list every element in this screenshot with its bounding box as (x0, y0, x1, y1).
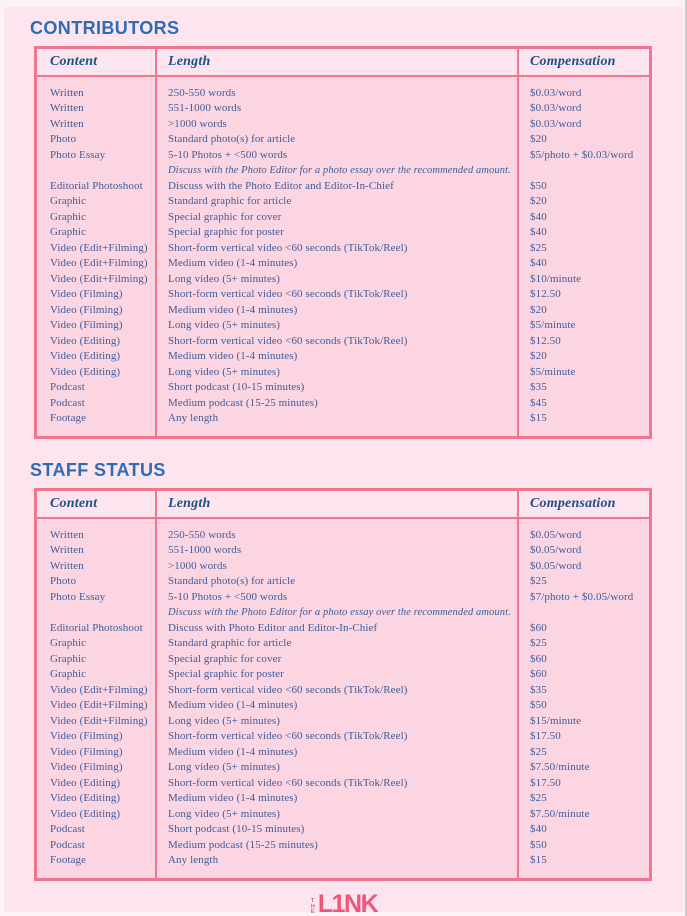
cell-compensation: $25 (530, 241, 547, 254)
column-header-content: Content (50, 54, 98, 69)
table-row (37, 116, 649, 132)
cell-compensation: $0.05/word (530, 559, 582, 572)
table-row (37, 380, 649, 396)
cell-length: Short-form vertical video <60 seconds (TikTok/Reel) (168, 288, 408, 301)
cell-length: Special graphic for cover (168, 652, 282, 665)
cell-content: Podcast (50, 823, 85, 836)
cell-length: Long video (5+ minutes) (168, 272, 281, 285)
cell-content: Video (Filming) (50, 745, 123, 758)
cell-content: Video (Edit+Filming) (50, 257, 148, 270)
cell-length: Standard photo(s) for article (168, 133, 296, 146)
cell-compensation: $50 (530, 838, 547, 851)
table-row (37, 760, 649, 776)
cell-compensation: $15 (530, 412, 547, 425)
cell-length: Short-form vertical video <60 seconds (TikTok/Reel) (168, 730, 408, 743)
cell-compensation: $60 (530, 652, 547, 665)
table-row (37, 349, 649, 365)
cell-compensation: $12.50 (530, 334, 561, 347)
table-row (37, 651, 649, 667)
cell-length: Standard graphic for article (168, 195, 292, 208)
cell-content: Graphic (50, 668, 87, 681)
table-row (37, 543, 649, 559)
table-row (37, 775, 649, 791)
column-separator (155, 49, 157, 436)
cell-length: Standard photo(s) for article (168, 575, 296, 588)
cell-compensation: $40 (530, 257, 547, 270)
column-separator (517, 491, 519, 878)
cell-compensation: $40 (530, 823, 547, 836)
cell-length: Medium video (1-4 minutes) (168, 350, 298, 363)
cell-content: Written (50, 559, 84, 572)
cell-length: Discuss with the Photo Editor and Editor-In-Chief (168, 179, 394, 192)
cell-compensation: $25 (530, 792, 547, 805)
cell-compensation: $50 (530, 699, 547, 712)
cell-length: 551-1000 words (168, 102, 242, 115)
cell-length: Short-form vertical video <60 seconds (TikTok/Reel) (168, 683, 408, 696)
table-row (37, 729, 649, 745)
table-row (37, 240, 649, 256)
table-row (37, 589, 649, 605)
table-row (37, 713, 649, 729)
cell-content: Graphic (50, 195, 87, 208)
table-body (37, 519, 649, 878)
cell-length: 250-550 words (168, 528, 236, 541)
table-row (37, 682, 649, 698)
cell-compensation: $17.50 (530, 776, 561, 789)
cell-length: Standard graphic for article (168, 637, 292, 650)
cell-compensation: $40 (530, 226, 547, 239)
cell-content: Editorial Photoshoot (50, 179, 143, 192)
table-row (37, 333, 649, 349)
cell-compensation: $50 (530, 179, 547, 192)
cell-content: Video (Edit+Filming) (50, 714, 148, 727)
cell-length: Short-form vertical video <60 seconds (TikTok/Reel) (168, 241, 408, 254)
table-row (37, 411, 649, 427)
cell-compensation: $40 (530, 210, 547, 223)
cell-content: Graphic (50, 226, 87, 239)
table-row (37, 837, 649, 853)
column-header-content: Content (50, 496, 98, 511)
table-row (37, 318, 649, 334)
cell-content: Video (Filming) (50, 319, 123, 332)
cell-content: Editorial Photoshoot (50, 621, 143, 634)
cell-length: Medium video (1-4 minutes) (168, 792, 298, 805)
cell-compensation: $20 (530, 195, 547, 208)
cell-length: Special graphic for poster (168, 226, 284, 239)
cell-length: Medium video (1-4 minutes) (168, 257, 298, 270)
cell-compensation: $7/photo + $0.05/word (530, 590, 634, 603)
cell-length: >1000 words (168, 559, 227, 572)
cell-content: Written (50, 86, 84, 99)
table-row (37, 620, 649, 636)
cell-compensation: $25 (530, 637, 547, 650)
cell-content: Video (Edit+Filming) (50, 241, 148, 254)
cell-length: Medium video (1-4 minutes) (168, 303, 298, 316)
cell-compensation: $5/minute (530, 365, 576, 378)
cell-content: Podcast (50, 381, 85, 394)
column-header-compensation: Compensation (530, 54, 616, 69)
table-row (37, 209, 649, 225)
cell-length: Special graphic for poster (168, 668, 284, 681)
cell-content: Video (Filming) (50, 303, 123, 316)
table-row (37, 698, 649, 714)
cell-content: Video (Edit+Filming) (50, 272, 148, 285)
table-row (37, 806, 649, 822)
cell-compensation: $7.50/minute (530, 761, 590, 774)
cell-content: Podcast (50, 838, 85, 851)
contributors-section-title: CONTRIBUTORS (30, 18, 180, 38)
cell-compensation: $0.05/word (530, 528, 582, 541)
cell-length: Long video (5+ minutes) (168, 807, 281, 820)
logo-main-text: L1NK (317, 890, 378, 916)
cell-content: Video (Filming) (50, 761, 123, 774)
cell-compensation: $20 (530, 350, 547, 363)
table-row (37, 256, 649, 272)
cell-compensation: $20 (530, 303, 547, 316)
table-row (37, 395, 649, 411)
cell-length: Discuss with the Photo Editor for a photo essay over the recommended amount. (168, 606, 511, 618)
cell-length: Special graphic for cover (168, 210, 282, 223)
column-header-length: Length (168, 54, 211, 69)
cell-compensation: $60 (530, 621, 547, 634)
table-row (37, 744, 649, 760)
cell-content: Written (50, 544, 84, 557)
cell-content: Video (Editing) (50, 792, 121, 805)
table-row (37, 132, 649, 148)
column-separator (517, 49, 519, 436)
cell-length: Long video (5+ minutes) (168, 365, 281, 378)
table-row (37, 853, 649, 869)
cell-length: Any length (168, 854, 219, 867)
cell-content: Photo Essay (50, 590, 106, 603)
table-row (37, 225, 649, 241)
cell-compensation: $0.05/word (530, 544, 582, 557)
table-header-row (37, 49, 649, 77)
cell-content: Video (Edit+Filming) (50, 683, 148, 696)
cell-compensation: $60 (530, 668, 547, 681)
cell-compensation: $25 (530, 745, 547, 758)
staff-status-section-title: STAFF STATUS (30, 460, 166, 480)
cell-content: Graphic (50, 210, 87, 223)
table-body (37, 77, 649, 436)
contributors-table (34, 46, 652, 439)
staff-status-table (34, 488, 652, 881)
table-row (37, 147, 649, 163)
table-row (37, 636, 649, 652)
cell-compensation: $10/minute (530, 272, 582, 285)
table-row (37, 101, 649, 117)
cell-compensation: $35 (530, 683, 547, 696)
cell-content: Video (Filming) (50, 730, 123, 743)
cell-length: Long video (5+ minutes) (168, 761, 281, 774)
cell-length: Discuss with the Photo Editor for a photo essay over the recommended amount. (168, 164, 511, 176)
cell-content: Photo (50, 133, 77, 146)
cell-length: Any length (168, 412, 219, 425)
cell-length: Short podcast (10-15 minutes) (168, 823, 305, 836)
cell-length: Long video (5+ minutes) (168, 319, 281, 332)
cell-content: Photo (50, 575, 77, 588)
cell-compensation: $0.03/word (530, 117, 582, 130)
cell-content: Written (50, 117, 84, 130)
cell-length: Discuss with Photo Editor and Editor-In-Chief (168, 621, 378, 634)
cell-length: 5-10 Photos + <500 words (168, 590, 288, 603)
cell-compensation: $7.50/minute (530, 807, 590, 820)
cell-compensation: $17.50 (530, 730, 561, 743)
table-row (37, 85, 649, 101)
logo-the-text: THE (310, 897, 315, 916)
column-separator (155, 491, 157, 878)
cell-length: 5-10 Photos + <500 words (168, 148, 288, 161)
table-header-row (37, 491, 649, 519)
cell-compensation: $20 (530, 133, 547, 146)
cell-compensation: $15/minute (530, 714, 582, 727)
cell-content: Video (Edit+Filming) (50, 699, 148, 712)
table-row (37, 302, 649, 318)
cell-content: Footage (50, 412, 87, 425)
cell-length: >1000 words (168, 117, 227, 130)
cell-content: Podcast (50, 396, 85, 409)
table-note-row (37, 163, 649, 179)
cell-content: Photo Essay (50, 148, 106, 161)
cell-length: Long video (5+ minutes) (168, 714, 281, 727)
cell-content: Graphic (50, 637, 87, 650)
cell-compensation: $0.03/word (530, 102, 582, 115)
cell-compensation: $5/minute (530, 319, 576, 332)
table-row (37, 178, 649, 194)
cell-content: Written (50, 102, 84, 115)
cell-length: Medium video (1-4 minutes) (168, 699, 298, 712)
cell-compensation: $35 (530, 381, 547, 394)
cell-content: Video (Editing) (50, 350, 121, 363)
cell-compensation: $0.03/word (530, 86, 582, 99)
table-note-row (37, 605, 649, 621)
cell-content: Video (Editing) (50, 807, 121, 820)
table-row (37, 271, 649, 287)
page-footer (4, 892, 684, 916)
cell-length: 551-1000 words (168, 544, 242, 557)
table-row (37, 287, 649, 303)
table-row (37, 558, 649, 574)
table-row (37, 822, 649, 838)
cell-compensation: $25 (530, 575, 547, 588)
cell-content: Footage (50, 854, 87, 867)
cell-compensation: $12.50 (530, 288, 561, 301)
cell-length: Short-form vertical video <60 seconds (TikTok/Reel) (168, 776, 408, 789)
cell-length: Medium video (1-4 minutes) (168, 745, 298, 758)
cell-content: Written (50, 528, 84, 541)
cell-content: Video (Filming) (50, 288, 123, 301)
table-row (37, 667, 649, 683)
cell-content: Video (Editing) (50, 776, 121, 789)
column-header-length: Length (168, 496, 211, 511)
column-header-compensation: Compensation (530, 496, 616, 511)
table-row (37, 364, 649, 380)
cell-compensation: $5/photo + $0.03/word (530, 148, 634, 161)
cell-length: 250-550 words (168, 86, 236, 99)
cell-length: Medium podcast (15-25 minutes) (168, 838, 318, 851)
cell-compensation: $45 (530, 396, 547, 409)
page-content (4, 7, 684, 916)
cell-length: Short podcast (10-15 minutes) (168, 381, 305, 394)
table-row (37, 194, 649, 210)
cell-length: Short-form vertical video <60 seconds (TikTok/Reel) (168, 334, 408, 347)
table-row (37, 527, 649, 543)
table-row (37, 791, 649, 807)
cell-compensation: $15 (530, 854, 547, 867)
cell-content: Video (Editing) (50, 334, 121, 347)
cell-content: Video (Editing) (50, 365, 121, 378)
thelink-logo (311, 892, 377, 916)
cell-length: Medium podcast (15-25 minutes) (168, 396, 318, 409)
table-row (37, 574, 649, 590)
cell-content: Graphic (50, 652, 87, 665)
